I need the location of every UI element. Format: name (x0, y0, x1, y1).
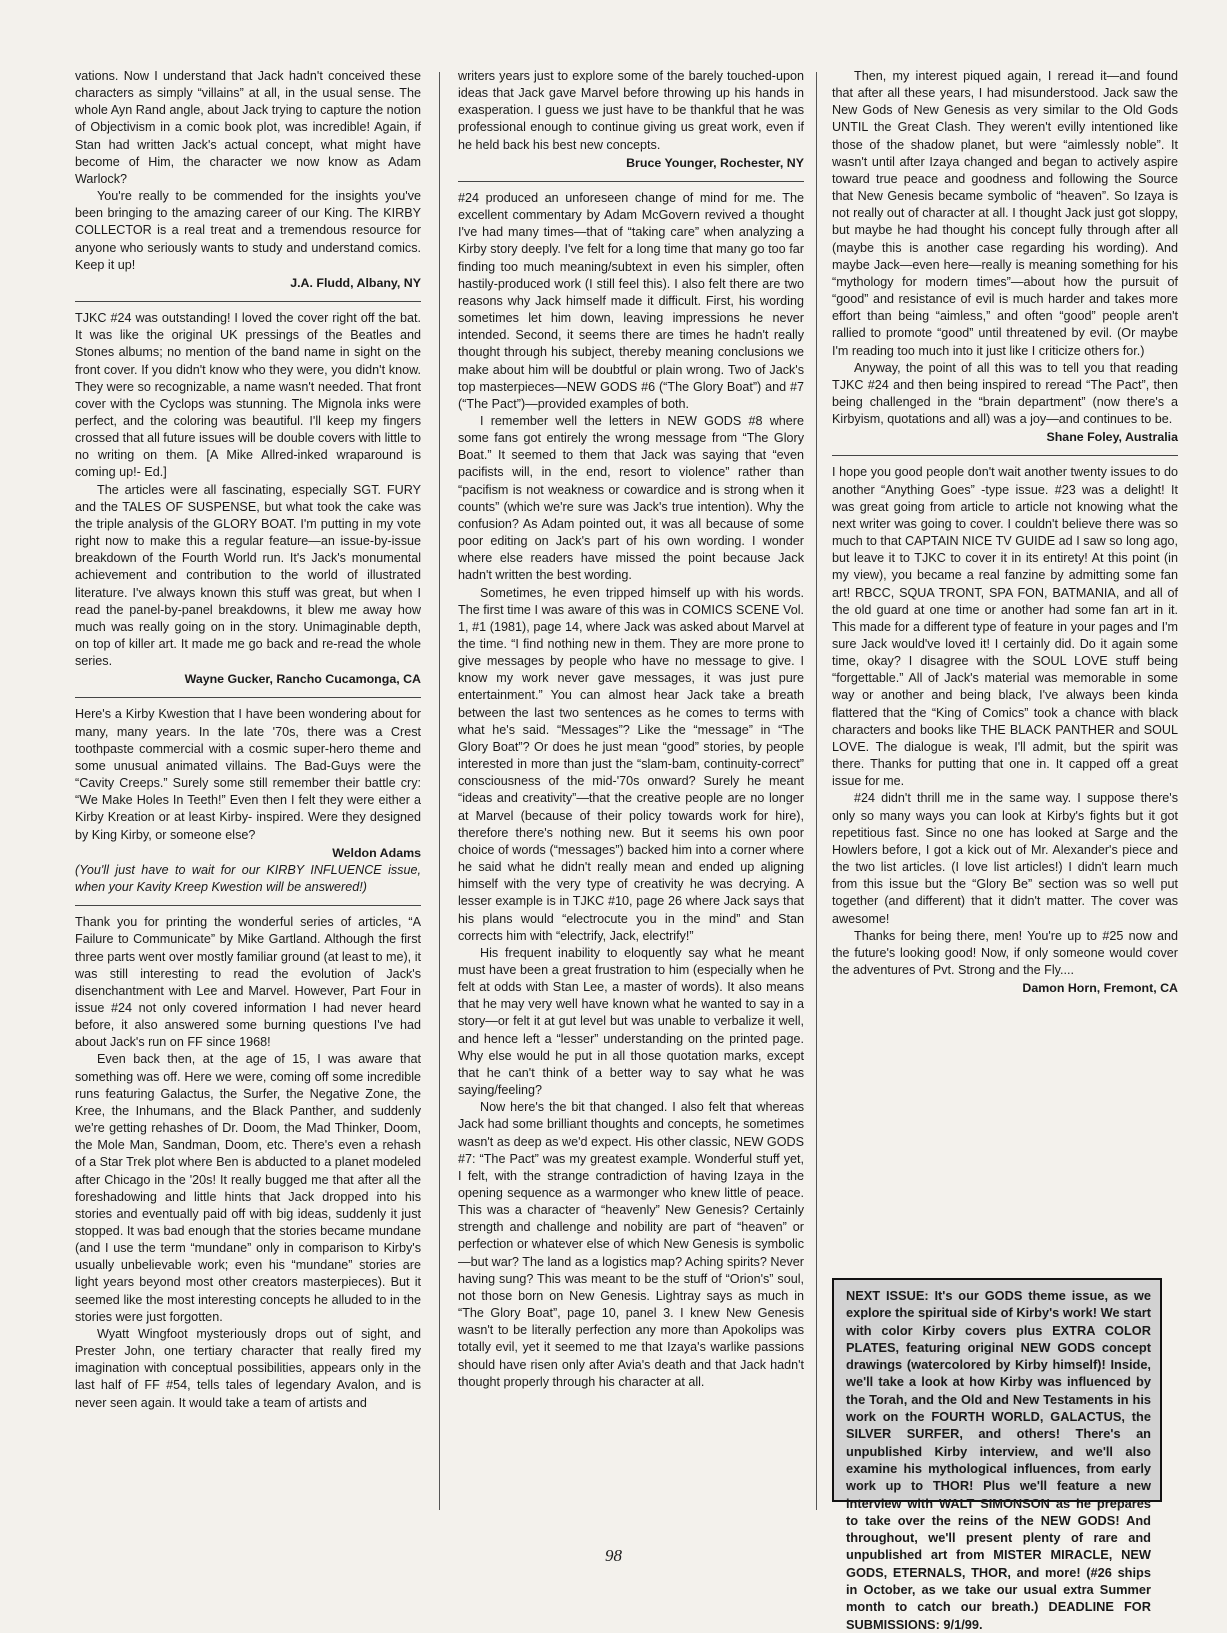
editor-note: (You'll just have to wait for our KIRBY INFLUENCE issue, when your Kavity Kreep Kwestion will be answered!) (75, 862, 421, 895)
letter-divider (75, 697, 421, 698)
letter-paragraph: Thanks for being there, men! You're up to #25 now and the future's looking good! Now, if only someone would cover the adventures of Pvt. Strong and the Fly.... (832, 928, 1178, 977)
letter-paragraph: I hope you good people don't wait another twenty issues to do another “Anything Goes” -type issue. #23 was a delight! It was great going from article to article not knowing what the next writer was going to cover. I couldn't believe there was so much to that CAPTAIN NICE TV GUIDE ad I saw so long ago, but leave it to TJKC to cover it in its entirety! At this point (in my view), you became a real fanzine by admitting some fan art! RBCC, SQUA TRONT, SPA FON, BATMANIA, and all of the old guard at one time or another had some fan art in it. This made for a different type of feature in your pages and I'm sure Jack would've loved it! I certainly did. Do it again some time, okay? I disagree with the SOUL LOVE stuff being “forgettable.” All of Jack's material was memorable in some way or another and being black, I've always been kinda flattered that the “King of Comics” took a chance with black characters and books like THE BLACK PANTHER and SOUL LOVE. The dialogue is weak, I'll admit, but the spirit was there. Thanks for putting that one in. It capped off a great issue for me. (832, 465, 1178, 789)
column-middle (458, 68, 804, 1391)
letter-paragraph: Here's a Kirby Kwestion that I have been wondering about for many, many years. In the late '70s, there was a Crest toothpaste commercial with a cosmic super-hero theme and some unusual animated villains. The Bad-Guys were the “Cavity Creeps.” Surely some still remember their battle cry: “We Make Holes In Teeth!” Even then I felt they were either a Kirby Kreation or at least Kirby- inspired. Were they designed by King Kirby, or someone else? (75, 707, 421, 842)
letter-paragraph: Anyway, the point of all this was to tell you that reading TJKC #24 and then being inspired to reread “The Pact”, then being challenged in the “brain department” (now there's a Kirbyism, quotations and all) was a joy—and continues to be. (832, 360, 1178, 427)
letter-paragraph: His frequent inability to eloquently say what he meant must have been a great frustration to him (especially when he felt at odds with Stan Lee, a master of words). It also means that he may very well have known what he wanted to say in a story—or felt it at gut level but was unable to verbalize it well, and hence left a “lesser” understanding on the printed page. Why else would he put in all those quotation marks, except that he can't think of a better way to say what he was saying/feeling? (458, 945, 804, 1098)
letter-signature: Shane Foley, Australia (1046, 430, 1178, 445)
letter-paragraph: I remember well the letters in NEW GODS #8 where some fans got entirely the wrong message from “The Glory Boat.” It seemed to them that Jack was saying that “even pacifists will, in the end, resort to violence” rather than “pacifism is not weakness or cowardice and is strong when it counts” (which we're sure was Jack's true intention). Why the confusion? As Adam pointed out, it was all because of some poor editing on Jack's part of his own wording. I wonder where else readers have missed the point because Jack hadn't written the best wording. (458, 413, 804, 583)
letter-paragraph: Sometimes, he even tripped himself up with his words. The first time I was aware of this was in COMICS SCENE Vol. 1, #1 (1981), page 14, where Jack was asked about Marvel at the time. “I find nothing new in them. They are more prone to give messages by people who have no message to give. I know my work never gave messages, it was just pure entertainment.” You can almost hear Jack take a breath between the last two sentences as he comes to terms with what he's said. “Messages”? Like the “message” in “The Glory Boat”? Or does he just mean “good” stories, by people interested in more than just the “slam-bam, continuity-correct” consciousness of the mid-'70s onward? Surely he meant “ideas and creativity”—that the creative people are no longer at Marvel (because of their policy towards work for hire), therefore there's nothing new. But it seems his own poor choice of words (“messages”) backed him into a corner where he said what he didn't really mean and ended up aligning himself with the very type of creativity he was decrying. A lesser example is in TJKC #10, page 26 where Jack says that his plans would “electrocute you in the mind” and Stan corrects him with “electrify, Jack, electrify!” (458, 585, 804, 943)
letter-signature: Weldon Adams (332, 845, 421, 860)
next-issue-text: NEXT ISSUE: It's our GODS theme issue, as we explore the spiritual side of Kirby's work! We start with color Kirby covers plus EXTRA COLOR PLATES, featuring original NEW GODS concept drawings (watercolored by Kirby himself)! Inside, we'll take a look at how Kirby was influenced by the Torah, and the Old and New Testaments in his work on the FOURTH WORLD, GALACTUS, the SILVER SURFER, and others! There's an unpublished Kirby interview, and we'll also examine his mythological influences, from early work up to THOR! Plus we'll feature a new interview with WALT SIMONSON as he prepares to take over the reins of the NEW GODS! And throughout, we'll present plenty of rare and unpublished art from MISTER MIRACLE, NEW GODS, ETERNALS, THOR, and more! (#26 ships in October, as we take our usual extra Summer month to catch our breath.) DEADLINE FOR SUBMISSIONS: 9/1/99. (846, 1288, 1151, 1632)
letter-signature: Damon Horn, Fremont, CA (1022, 981, 1178, 996)
letter-paragraph: vations. Now I understand that Jack hadn't conceived these characters as simply “villains” at all, in the usual sense. The whole Ayn Rand angle, about Jack trying to capture the notion of Objectivism in a comic book plot, was incredible! Again, if Stan had written Jack's actual concept, what might have become of Him, the character we now know as Adam Warlock? (75, 69, 421, 186)
letter-paragraph: writers years just to explore some of the barely touched-upon ideas that Jack gave Marvel before throwing up his hands in exasperation. I guess we just have to be thankful that he was professional enough to continue giving us great work, even if he held back his best new concepts. (458, 69, 804, 152)
letter-paragraph: TJKC #24 was outstanding! I loved the cover right off the bat. It was like the original UK pressings of the Beatles and Stones albums; no mention of the band name in sight on the front cover. If you didn't know who they were, you didn't know. They were so recognizable, a name wasn't needed. That front cover with the Cyclops was stunning. The Mignola inks were perfect, and the coloring was beautiful. I'll keep my fingers crossed that all future issues will be double covers with little to no writing on them. [A Mike Allred-inked wraparound is coming up!- Ed.] (75, 311, 421, 480)
letter-divider (832, 455, 1178, 456)
letter-divider (75, 301, 421, 302)
column-divider-left (439, 72, 440, 1510)
next-issue-box (832, 1278, 1162, 1632)
letter-signature: J.A. Fludd, Albany, NY (290, 275, 421, 290)
letter-paragraph: Even back then, at the age of 15, I was aware that something was off. Here we were, coming off some incredible runs featuring Galactus, the Surfer, the Negative Zone, the Kree, the Inhumans, and the Black Panther, and suddenly we're getting rehashes of Dr. Doom, the Mad Thinker, Doom, the Mole Man, Sandman, Doom, etc. There's even a rehash of a Star Trek plot where Ben is abducted to a planet modeled after Chicago in the '20s! It really bugged me that after all the foreshadowing and little hints that Jack dropped into his stories and eventually paid off with big ideas, suddenly it just stopped. It was bad enough that the stories became mundane (and I use the term “mundane” only in comparison to Kirby's usually unbelievable work; even his “mundane” stories are light years beyond most other creators masterpieces). But it seemed like the most interesting concepts he alluded to in the stories were just forgotten. (75, 1052, 421, 1324)
letter-divider (458, 181, 804, 182)
column-divider-right (816, 72, 817, 1510)
letter-paragraph: Then, my interest piqued again, I reread it—and found that after all these years, I had misunderstood. Jack saw the New Gods of New Genesis as very similar to the Old Gods UNTIL the Great Clash. They weren't evilly intentioned like those of the shadow planet, but were “aimlessly noble”. It wasn't until after Izaya changed and began to actively aspire toward true peace and goodness and following the Source that New Genesis became symbolic of “heaven”. So Izaya is not really out of character at all. I thought Jack just got sloppy, but maybe he had thought his concept fully through after all (maybe this is another case regarding his wording). And maybe Jack—even here—really is meaning something for his “mythology for modern times”—about how the pursuit of “good” and resistance of evil is much harder and takes more effort than being “aimless,” and often “good” people aren't rallied to promote “good” until threatened by evil. (Or maybe I'm reading too much into it just like I criticize others for.) (832, 69, 1178, 358)
letter-paragraph: Wyatt Wingfoot mysteriously drops out of sight, and Prester John, one tertiary character that really fired my imagination with conceptual possibilities, appears only in the last half of FF #54, tells tales of legendary Avalon, and is never seen again. It would take a team of artists and (75, 1326, 421, 1410)
letter-paragraph: Thank you for printing the wonderful series of articles, “A Failure to Communicate” by Mike Gartland. Although the first three parts went over mostly familiar ground (at least to me), it was still interesting to read the evolution of Jack's disenchantment with Lee and Marvel. However, Part Four in issue #24 not only covered information I had never heard before, it also answered some burning questions I've had about Jack's run on FF since 1968! (75, 915, 421, 1050)
letter-paragraph: #24 didn't thrill me in the same way. I suppose there's only so many ways you can look at Kirby's fights but it got repetitious fast. Since no one has looked at Sarge and the Howlers before, I got a kick out of Mr. Alexander's piece and the two list articles. (I love list articles!) I didn't learn much from this issue but the “Glory Be” section was so well put together (and different) that it didn't matter. The cover was awesome! (832, 791, 1178, 926)
page-number: 98 (605, 1546, 622, 1565)
letter-paragraph: You're really to be commended for the insights you've been bringing to the amazing career of our King. The KIRBY COLLECTOR is a real treat and a tremendous resource for anyone who seriously wants to study and understand comics. Keep it up! (75, 189, 421, 272)
letter-paragraph: #24 produced an unforeseen change of mind for me. The excellent commentary by Adam McGovern revived a thought I've had many times—that of “taking care” when analyzing a Kirby story deeply. I've felt for a long time that many go too far finding too much meaning/subtext in even his simpler, often hastily-produced work (I still feel this). I also felt there are two reasons why Jack himself made it difficult. First, his wording sometimes let him down, leaving impressions he never intended. Second, it seems there are times he hadn't really thought through his subject, thereby meaning conclusions we make about him will be doubtful or plain wrong. Two of Jack's top masterpieces—NEW GODS #6 (“The Glory Boat”) and #7 (“The Pact”)—provided examples of both. (458, 190, 804, 411)
letter-signature: Wayne Gucker, Rancho Cucamonga, CA (184, 672, 421, 687)
letter-divider (75, 905, 421, 906)
letter-signature: Bruce Younger, Rochester, NY (626, 155, 804, 170)
letter-paragraph: Now here's the bit that changed. I also felt that whereas Jack had some brilliant thoughts and concepts, he sometimes wasn't as deep as we'd expect. His other classic, NEW GODS #7: “The Pact” was my greatest example. Wonderful stuff yet, I felt, with the strange contradiction of having Izaya in the opening sequence as a warmonger who knew little of peace. This was a character of “heavenly” New Genesis? Certainly strength and challenge and nobility are part of “heaven” or perfection or whatever else of which New Genesis is symbolic—but war? The land as a logistics map? Aching spirits? Never having sung? This was meant to be the stuff of “Orion's” soul, not those born on New Genesis. Lightray says as much in “The Glory Boat”, page 10, panel 3. I knew New Genesis wasn't to be literally perfection any more than Apokolips was totally evil, yet it seemed to me that Izaya's warlike passions should have risen only after Avia's death and that Jack hadn't thought properly through his character at all. (458, 1100, 804, 1389)
letter-paragraph: The articles were all fascinating, especially SGT. FURY and the TALES OF SUSPENSE, but what took the cake was the triple analysis of the GLORY BOAT. I'm putting in my vote right now to make this a regular feature—an issue-by-issue breakdown of the Fourth World run. It's Jack's monumental achievement and contribution to the world of illustrated literature. I've always known this stuff was great, but when I read the panel-by-panel breakdowns, it blew me away how much was really going on in the story. Unimaginable depth, on top of killer art. It made me go back and re-read the whole series. (75, 482, 421, 669)
column-right (832, 68, 1178, 997)
column-left (75, 68, 421, 1412)
